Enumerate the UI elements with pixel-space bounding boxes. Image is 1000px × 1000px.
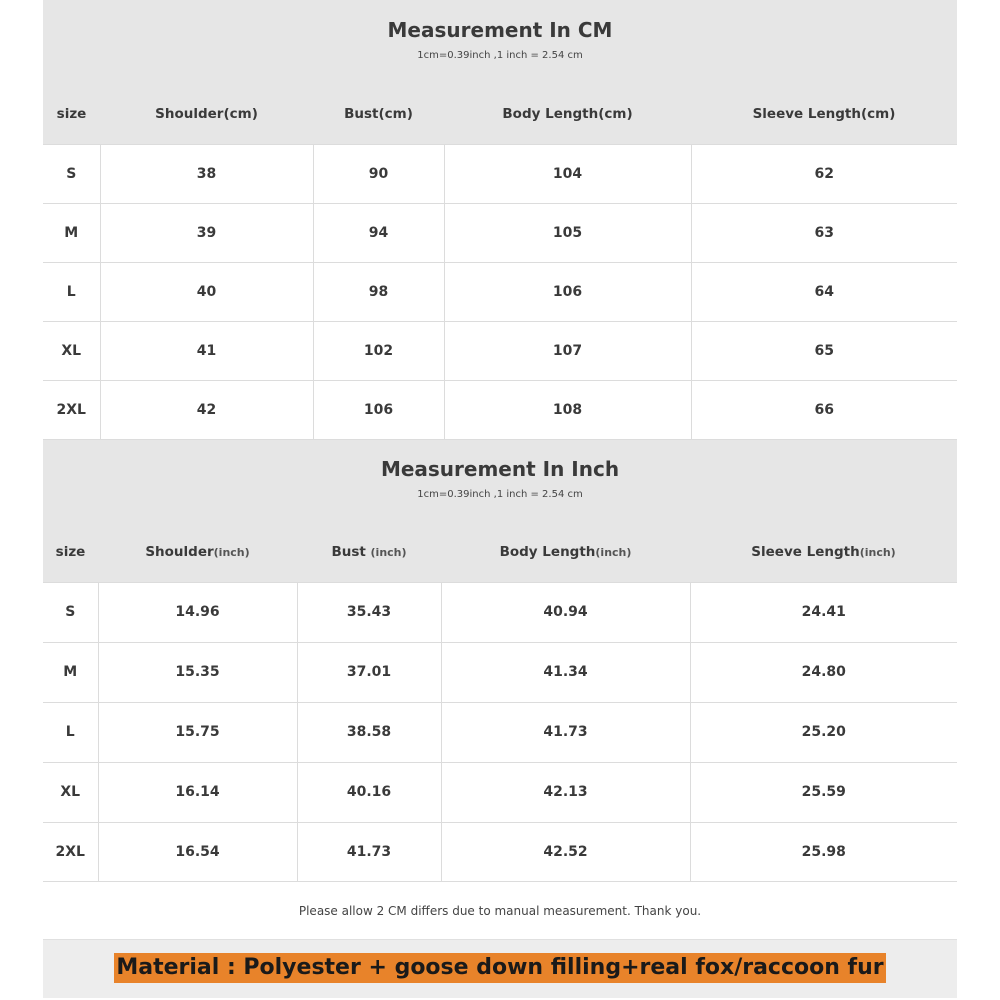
header-label: Sleeve Length bbox=[751, 543, 860, 560]
disclaimer-text: Please allow 2 CM differs due to manual measurement. Thank you. bbox=[298, 904, 702, 918]
shoulder-cell: 38 bbox=[100, 144, 313, 203]
size-cell: M bbox=[43, 642, 98, 702]
sleeve-length-cell: 63 bbox=[691, 203, 957, 262]
sleeve-length-cell: 24.41 bbox=[690, 582, 957, 642]
cm-title-block bbox=[43, 0, 957, 84]
material-banner bbox=[43, 940, 957, 998]
cm-conversion-note: 1cm=0.39inch ,1 inch = 2.54 cm bbox=[417, 50, 583, 61]
header-unit: (inch) bbox=[370, 545, 407, 559]
sleeve-length-cell: 66 bbox=[691, 380, 957, 439]
inch-conversion-note: 1cm=0.39inch ,1 inch = 2.54 cm bbox=[417, 489, 583, 500]
shoulder-cell: 14.96 bbox=[98, 582, 297, 642]
shoulder-cell: 42 bbox=[100, 380, 313, 439]
body-length-cell: 42.13 bbox=[441, 762, 690, 822]
size-cell: S bbox=[43, 582, 98, 642]
size-cell: 2XL bbox=[43, 380, 100, 439]
size-cell: XL bbox=[43, 321, 100, 380]
bust-cell: 35.43 bbox=[297, 582, 441, 642]
header-label: Bust bbox=[331, 543, 371, 560]
size-cell: L bbox=[43, 702, 98, 762]
sleeve-length-cell: 65 bbox=[691, 321, 957, 380]
body-length-cell: 107 bbox=[444, 321, 691, 380]
table-row bbox=[43, 262, 957, 321]
size-cell: XL bbox=[43, 762, 98, 822]
sleeve-length-cell: 24.80 bbox=[690, 642, 957, 702]
bust-cell: 102 bbox=[313, 321, 444, 380]
sleeve-length-cell: 64 bbox=[691, 262, 957, 321]
cm-title: Measurement In CM bbox=[387, 18, 613, 42]
shoulder-cell: 39 bbox=[100, 203, 313, 262]
body-length-cell: 41.34 bbox=[441, 642, 690, 702]
header-unit: (inch) bbox=[859, 545, 896, 559]
table-row bbox=[43, 762, 957, 822]
shoulder-cell: 40 bbox=[100, 262, 313, 321]
bust-cell: 40.16 bbox=[297, 762, 441, 822]
header-label: Body Length bbox=[499, 543, 596, 560]
cm-header-bust: Bust(cm) bbox=[313, 84, 444, 144]
inch-header-size bbox=[43, 522, 98, 582]
cm-size-table bbox=[43, 84, 957, 440]
table-row bbox=[43, 203, 957, 262]
table-row bbox=[43, 321, 957, 380]
inch-header-bust bbox=[297, 522, 441, 582]
cm-header-row bbox=[43, 84, 957, 144]
inch-header-sleeve-length bbox=[690, 522, 957, 582]
sleeve-length-cell: 25.59 bbox=[690, 762, 957, 822]
size-cell: L bbox=[43, 262, 100, 321]
body-length-cell: 41.73 bbox=[441, 702, 690, 762]
measurement-disclaimer bbox=[43, 881, 957, 940]
bust-cell: 98 bbox=[313, 262, 444, 321]
header-label: size bbox=[55, 543, 86, 560]
body-length-cell: 108 bbox=[444, 380, 691, 439]
bust-cell: 106 bbox=[313, 380, 444, 439]
sleeve-length-cell: 25.20 bbox=[690, 702, 957, 762]
header-unit: (inch) bbox=[595, 545, 632, 559]
body-length-cell: 104 bbox=[444, 144, 691, 203]
shoulder-cell: 15.35 bbox=[98, 642, 297, 702]
bust-cell: 38.58 bbox=[297, 702, 441, 762]
sleeve-length-cell: 62 bbox=[691, 144, 957, 203]
table-row bbox=[43, 642, 957, 702]
material-text: Material : Polyester + goose down filling+real fox/raccoon fur bbox=[114, 953, 885, 983]
size-cell: M bbox=[43, 203, 100, 262]
inch-title: Measurement In Inch bbox=[380, 457, 620, 481]
inch-header-row bbox=[43, 522, 957, 582]
cm-measurement-panel bbox=[43, 0, 957, 440]
shoulder-cell: 16.54 bbox=[98, 822, 297, 881]
body-length-cell: 40.94 bbox=[441, 582, 690, 642]
sleeve-length-cell: 25.98 bbox=[690, 822, 957, 881]
header-label: Shoulder bbox=[145, 543, 214, 560]
inch-title-block bbox=[43, 440, 957, 522]
size-cell: S bbox=[43, 144, 100, 203]
table-row bbox=[43, 702, 957, 762]
shoulder-cell: 15.75 bbox=[98, 702, 297, 762]
size-cell: 2XL bbox=[43, 822, 98, 881]
shoulder-cell: 16.14 bbox=[98, 762, 297, 822]
inch-size-table bbox=[43, 522, 957, 882]
body-length-cell: 106 bbox=[444, 262, 691, 321]
body-length-cell: 42.52 bbox=[441, 822, 690, 881]
table-row bbox=[43, 380, 957, 439]
inch-header-shoulder bbox=[98, 522, 297, 582]
bust-cell: 94 bbox=[313, 203, 444, 262]
table-row bbox=[43, 822, 957, 881]
inch-measurement-panel bbox=[43, 440, 957, 882]
cm-header-shoulder: Shoulder(cm) bbox=[100, 84, 313, 144]
shoulder-cell: 41 bbox=[100, 321, 313, 380]
bust-cell: 41.73 bbox=[297, 822, 441, 881]
bust-cell: 90 bbox=[313, 144, 444, 203]
bust-cell: 37.01 bbox=[297, 642, 441, 702]
inch-header-body-length bbox=[441, 522, 690, 582]
header-unit: (inch) bbox=[213, 545, 250, 559]
body-length-cell: 105 bbox=[444, 203, 691, 262]
table-row bbox=[43, 582, 957, 642]
cm-header-body-length: Body Length(cm) bbox=[444, 84, 691, 144]
cm-header-sleeve-length: Sleeve Length(cm) bbox=[691, 84, 957, 144]
cm-header-size: size bbox=[43, 84, 100, 144]
table-row bbox=[43, 144, 957, 203]
